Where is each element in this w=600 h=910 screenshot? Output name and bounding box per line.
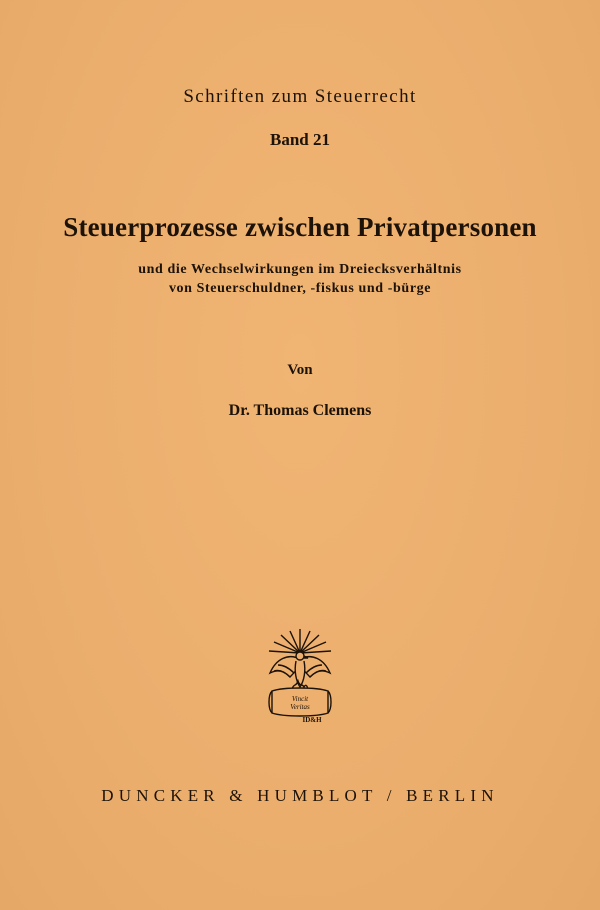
publisher-imprint: DUNCKER & HUMBLOT / BERLIN: [101, 786, 499, 805]
volume-number: Band 21: [270, 130, 330, 149]
author-name: Dr. Thomas Clemens: [228, 402, 372, 419]
series-title: Schriften zum Steuerrecht: [183, 86, 417, 107]
logo-motto-line-2: Veritas: [290, 703, 310, 711]
logo-motto-line-1: Vincit: [291, 695, 309, 703]
book-title: Steuerprozesse zwischen Privatpersonen: [63, 212, 537, 242]
subtitle-line-1: und die Wechselwirkungen im Dreiecksverhältnis: [138, 262, 462, 277]
subtitle-line-2: von Steuerschuldner, -fiskus und -bürge: [168, 281, 432, 296]
phoenix-seal-icon: [260, 625, 340, 725]
by-label: Von: [287, 362, 313, 378]
logo-monogram: ID&H: [302, 716, 322, 724]
